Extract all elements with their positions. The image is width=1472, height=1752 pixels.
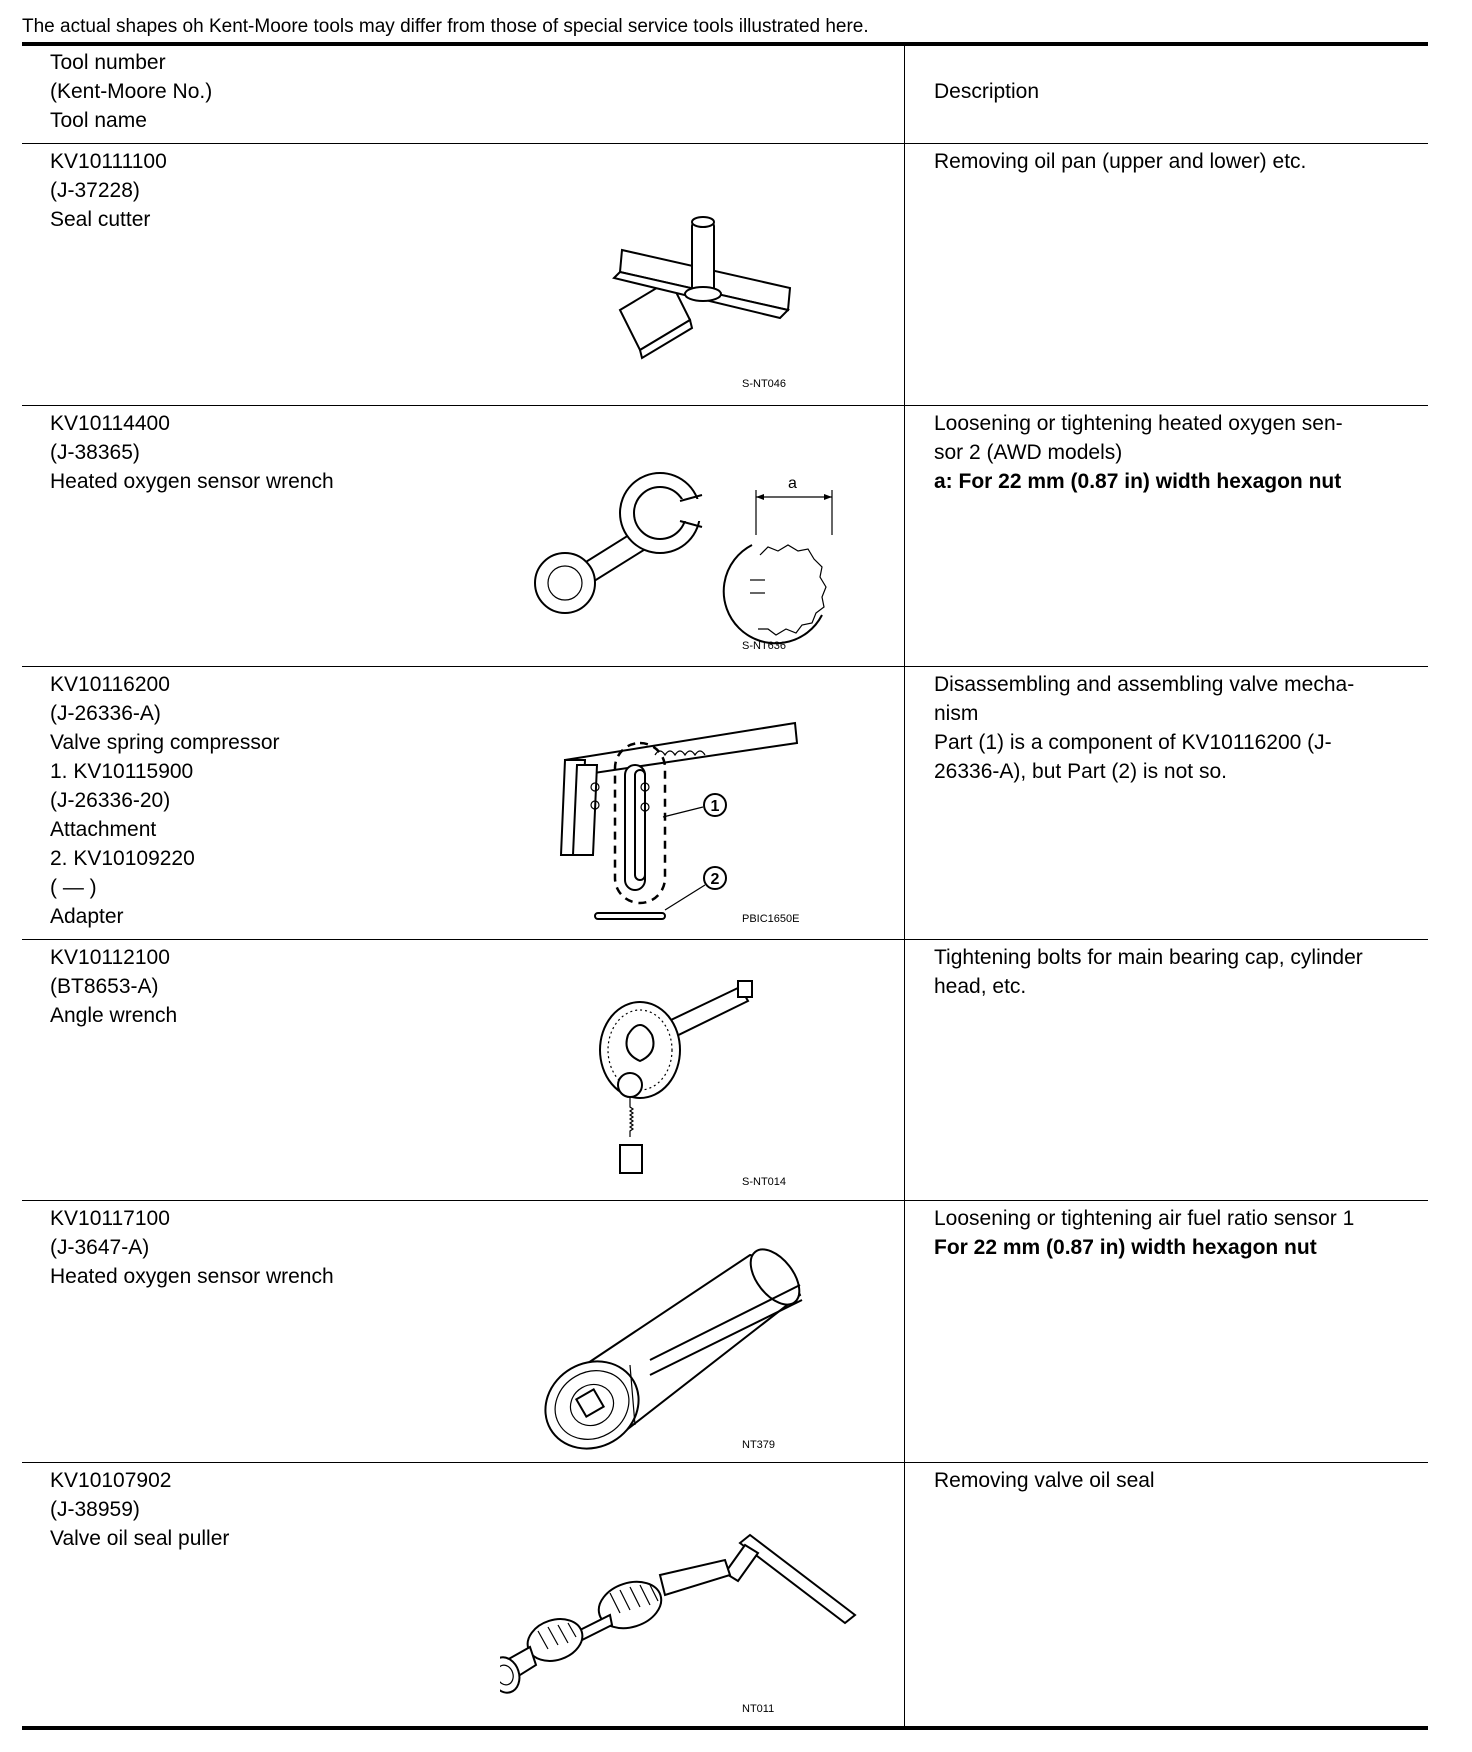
description-line: nism: [934, 702, 979, 725]
table-top-rule: [22, 42, 1428, 46]
part-number: 1. KV10115900: [50, 760, 194, 783]
tool-name: Valve spring compressor: [50, 731, 280, 754]
header-rule: [22, 143, 1428, 144]
part-name: Adapter: [50, 905, 124, 928]
dimension-label-a: a: [788, 475, 797, 492]
tool-cell: [50, 1466, 229, 1553]
angle-wrench-icon: [590, 975, 770, 1185]
tool-cell: [50, 670, 280, 931]
description-line: Loosening or tightening air fuel ratio sensor 1: [934, 1207, 1355, 1230]
tool-number: KV10114400: [50, 412, 170, 435]
kent-moore-number: (J-37228): [50, 179, 140, 202]
sensor-socket-wrench-icon: [530, 1225, 830, 1450]
figure-code: PBIC1650E: [742, 913, 800, 925]
tool-name: Valve oil seal puller: [50, 1527, 230, 1550]
description-line: Loosening or tightening heated oxygen sen-: [934, 412, 1343, 435]
part-number: 2. KV10109220: [50, 847, 195, 870]
tool-number: KV10117100: [50, 1207, 170, 1230]
row-divider: [22, 1200, 1428, 1201]
figure-code: S-NT046: [742, 378, 787, 390]
kent-moore-number: (J-26336-A): [50, 702, 161, 725]
description-bold-line: a: For 22 mm (0.87 in) width hexagon nut: [934, 470, 1342, 493]
description-cell: [934, 943, 1414, 1001]
row-divider: [22, 666, 1428, 667]
header-description: Description: [934, 80, 1040, 103]
part-kent-moore-number: ( — ): [50, 876, 97, 899]
description-cell: [934, 409, 1414, 496]
tool-number: KV10111100: [50, 150, 167, 173]
header-line: (Kent-Moore No.): [50, 80, 213, 103]
seal-cutter-icon: [600, 210, 810, 370]
description-line: Removing oil pan (upper and lower) etc.: [934, 150, 1307, 173]
description-line: sor 2 (AWD models): [934, 441, 1123, 464]
description-line: Tightening bolts for main bearing cap, cylinder: [934, 946, 1363, 969]
tool-name: Angle wrench: [50, 1004, 178, 1027]
kent-moore-number: (BT8653-A): [50, 975, 159, 998]
description-line: Part (1) is a component of KV10116200 (J-: [934, 731, 1332, 754]
callout-1: 1: [710, 798, 720, 815]
description-line: 26336-A), but Part (2) is not so.: [934, 760, 1227, 783]
part-kent-moore-number: (J-26336-20): [50, 789, 171, 812]
oxygen-sensor-wrench-icon: [520, 465, 840, 645]
description-line: Removing valve oil seal: [934, 1469, 1155, 1492]
description-cell: [934, 1204, 1414, 1262]
description-line: head, etc.: [934, 975, 1027, 998]
figure-code: NT011: [742, 1703, 775, 1715]
header-line: Tool name: [50, 109, 147, 132]
figure-code: S-NT014: [742, 1176, 787, 1188]
description-cell: [934, 670, 1414, 786]
tool-name: Heated oxygen sensor wrench: [50, 1265, 334, 1288]
description-cell: [934, 147, 1414, 176]
kent-moore-number: (J-38959): [50, 1498, 140, 1521]
tool-name: Seal cutter: [50, 208, 151, 231]
disclaimer-note: The actual shapes oh Kent-Moore tools may differ from those of special service tools illustrated here.: [22, 16, 869, 37]
column-divider: [904, 44, 905, 1729]
header-tool-column: [50, 48, 212, 135]
description-cell: [934, 1466, 1414, 1495]
tool-cell: [50, 147, 167, 234]
header-line: Tool number: [50, 51, 166, 74]
description-bold-line: For 22 mm (0.87 in) width hexagon nut: [934, 1236, 1317, 1259]
callout-2: 2: [710, 871, 720, 888]
tool-number: KV10112100: [50, 946, 170, 969]
row-divider: [22, 1462, 1428, 1463]
part-name: Attachment: [50, 818, 157, 841]
tool-name: Heated oxygen sensor wrench: [50, 470, 334, 493]
figure-code: NT379: [742, 1439, 776, 1451]
tool-cell: [50, 409, 334, 496]
tool-number: KV10107902: [50, 1469, 172, 1492]
row-divider: [22, 405, 1428, 406]
kent-moore-number: (J-3647-A): [50, 1236, 150, 1259]
row-divider: [22, 939, 1428, 940]
description-line: Disassembling and assembling valve mecha-: [934, 673, 1355, 696]
valve-spring-compressor-icon: [555, 715, 815, 930]
table-bottom-rule: [22, 1726, 1428, 1730]
valve-oil-seal-puller-icon: [500, 1495, 860, 1705]
tool-number: KV10116200: [50, 673, 170, 696]
kent-moore-number: (J-38365): [50, 441, 140, 464]
tool-cell: [50, 943, 177, 1030]
figure-code: S-NT636: [742, 640, 787, 652]
tool-cell: [50, 1204, 334, 1291]
